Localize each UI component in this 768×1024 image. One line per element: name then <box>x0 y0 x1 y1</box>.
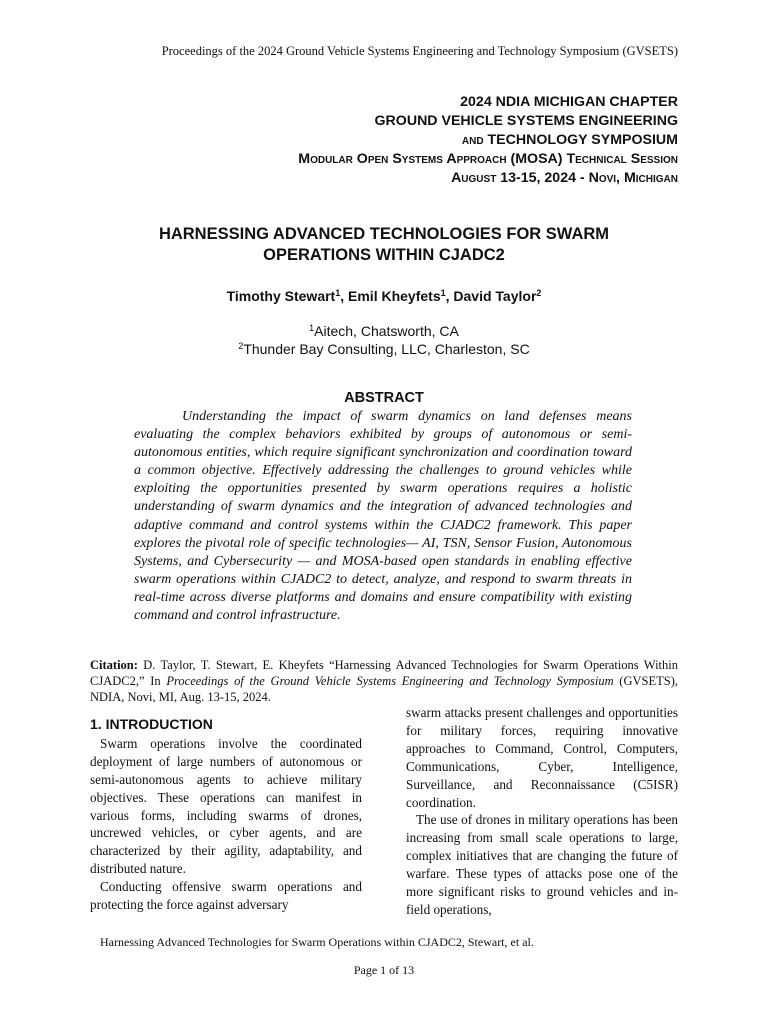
paper-title <box>0 224 768 266</box>
author-separator: , <box>445 288 454 304</box>
introduction-paragraph-2: Conducting offensive swarm operations and protecting the force against adversary <box>90 879 362 913</box>
introduction-paragraph-3: The use of drones in military operations has been increasing from small scale operations to large, complex initiatives that are changing the future of warfare. These types of attacks pose one of the more significant risks to ground vehicles and in-field operations, <box>406 812 678 917</box>
introduction-paragraph-2-continued: swarm attacks present challenges and opportunities for military forces, requiring innovative approaches to Command, Control, Computers, Communications, Cyber, Intelligence, Surveillance, and Reconnaissance (C5ISR) coordination. <box>406 705 678 810</box>
section-heading-introduction: 1. INTRODUCTION <box>90 716 213 732</box>
paper-title-line1: HARNESSING ADVANCED TECHNOLOGIES FOR SWARM <box>158 225 610 243</box>
author-name: Timothy Stewart <box>226 288 336 304</box>
symposium-line-technology: and TECHNOLOGY SYMPOSIUM <box>461 132 678 148</box>
citation-text: D. Taylor, T. Stewart, E. Kheyfets “Harnessing Advanced Technologies for Swarm Operations Within CJADC2,” In <box>90 658 678 688</box>
affiliation-text: Aitech, Chatsworth, CA <box>314 323 459 339</box>
running-footer: Harnessing Advanced Technologies for Swarm Operations within CJADC2, Stewart, et al. <box>100 935 534 949</box>
running-header: Proceedings of the 2024 Ground Vehicle Systems Engineering and Technology Symposium (GVSETS) <box>161 44 678 58</box>
affiliation-text: Thunder Bay Consulting, LLC, Charleston, SC <box>243 341 530 357</box>
author-separator: , <box>340 288 349 304</box>
author-name: David Taylor <box>453 288 537 304</box>
abstract-heading: ABSTRACT <box>344 390 424 406</box>
author-list <box>0 288 768 304</box>
paper-title-line2: OPERATIONS WITHIN CJADC2 <box>263 246 505 264</box>
introduction-paragraph-1: Swarm operations involve the coordinated deployment of large numbers of autonomous or semi-autonomous agents to achieve military objectives. These operations can manifest in various forms, including swarms of drones, uncrewed vehicles, or cyber agents, and are characterized by their agility, adaptability, and distributed nature. <box>90 735 362 877</box>
affiliation-marker: 1 <box>440 288 446 298</box>
affiliation-marker: 2 <box>536 288 542 298</box>
column-left <box>90 704 362 914</box>
affiliation-1 <box>0 322 768 340</box>
citation-text-end: (GVSETS), NDIA, Novi, MI, Aug. 13-15, 2024. <box>90 674 678 704</box>
affiliation-marker: 1 <box>335 288 341 298</box>
symposium-block <box>298 93 678 188</box>
abstract-body: Understanding the impact of swarm dynamics on land defenses means evaluating the complex behaviors exhibited by groups of autonomous or semi-autonomous entities, which require significant synchronization and coordination toward a common objective. Effectively addressing the challenges to ground vehicles while exploiting the opportunities presented by swarm operations requires a holistic understanding of swarm dynamics and the integration of advanced technologies and adaptive command and control systems within the CJADC2 framework. This paper explores the pivotal role of specific technologies— AI, TSN, Sensor Fusion, Autonomous Systems, and Cybersecurity — and MOSA-based open standards in enabling effective swarm operations within CJADC2 to detect, analyze, and respond to swarm threats in real-time across diverse platforms and domains and ensure compatibility with existing command and control infrastructure. <box>134 409 632 624</box>
symposium-line-name: GROUND VEHICLE SYSTEMS ENGINEERING <box>374 113 678 129</box>
affiliation-2 <box>0 340 768 358</box>
page-number: Page 1 of 13 <box>353 963 415 977</box>
author-name: Emil Kheyfets <box>348 288 441 304</box>
affiliations <box>0 322 768 358</box>
column-right <box>406 704 678 919</box>
affiliation-marker: 2 <box>238 341 244 351</box>
citation-proceedings-title: Proceedings of the Ground Vehicle Systems Engineering and Technology Symposium <box>166 674 614 688</box>
symposium-session: Modular Open Systems Approach (MOSA) Technical Session <box>298 151 678 167</box>
affiliation-marker: 1 <box>309 323 315 333</box>
symposium-line-chapter: 2024 NDIA MICHIGAN CHAPTER <box>460 94 678 110</box>
citation-label: Citation: <box>90 658 138 672</box>
symposium-date-location: August 13-15, 2024 - Novi, Michigan <box>451 170 678 186</box>
citation <box>90 657 678 705</box>
